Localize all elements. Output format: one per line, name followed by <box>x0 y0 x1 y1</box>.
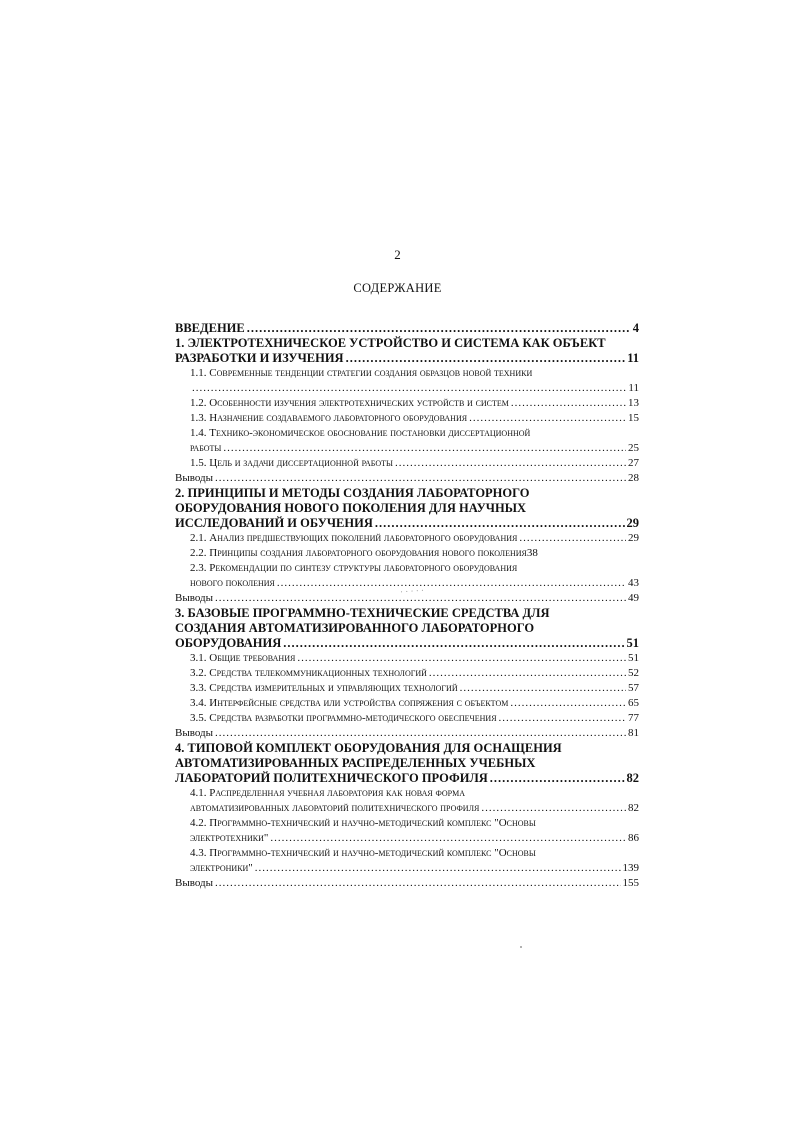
dot-leader <box>255 861 621 876</box>
toc-entry-title: 1.3. Назначение создаваемого лабораторного оборудования <box>190 412 468 424</box>
dot-leader <box>375 516 625 531</box>
toc-section-1-3[interactable] <box>190 411 639 426</box>
dot-leader <box>346 351 626 366</box>
toc-chapter-3[interactable] <box>175 606 639 651</box>
toc-section-3-1[interactable] <box>190 651 639 666</box>
dot-leader <box>395 456 626 471</box>
dot-leader <box>429 666 626 681</box>
toc-section-1-4[interactable] <box>190 426 639 456</box>
toc-section-3-4[interactable] <box>190 696 639 711</box>
scan-speck <box>520 946 522 948</box>
dot-leader <box>215 726 626 741</box>
toc-page-number: 11 <box>627 351 639 365</box>
toc-entry-title: Выводы <box>175 472 214 484</box>
toc-page-number: 51 <box>626 636 639 650</box>
dot-leader <box>469 411 626 426</box>
dot-leader <box>247 321 631 336</box>
toc-section-2-2[interactable] <box>190 546 639 561</box>
toc-entry-title-line: 2. ПРИНЦИПЫ И МЕТОДЫ СОЗДАНИЯ ЛАБОРАТОРНОГО <box>175 486 530 500</box>
toc-page-number: 65 <box>628 697 639 709</box>
toc-entry-title-line: 3. БАЗОВЫЕ ПРОГРАММНО-ТЕХНИЧЕСКИЕ СРЕДСТВА ДЛЯ <box>175 606 550 620</box>
page-number: 2 <box>394 247 401 262</box>
toc-section-4-2[interactable] <box>190 816 639 846</box>
toc-heading: СОДЕРЖАНИЕ <box>353 281 442 295</box>
toc-conclusions-3[interactable] <box>175 726 639 741</box>
toc-entry-title-line: 1. ЭЛЕКТРОТЕХНИЧЕСКОЕ УСТРОЙСТВО И СИСТЕМА КАК ОБЪЕКТ <box>175 336 606 350</box>
toc-page-number: 29 <box>626 516 639 530</box>
toc-entry-title-line: ОБОРУДОВАНИЯ <box>175 636 282 650</box>
dot-leader <box>277 576 626 591</box>
toc-entry-title-line: автоматизированных лабораторий политехнического профиля <box>190 802 480 814</box>
toc-entry-title: ВВЕДЕНИЕ <box>175 321 245 335</box>
toc-page-number: 139 <box>622 862 639 874</box>
toc-entry-title-line: 4.1. Распределенная учебная лаборатория как новая форма <box>190 787 466 799</box>
toc-entry-title-line: РАЗРАБОТКИ И ИЗУЧЕНИЯ <box>175 351 344 365</box>
toc-entry-title-line: АВТОМАТИЗИРОВАННЫХ РАСПРЕДЕЛЕННЫХ УЧЕБНЫХ <box>175 756 536 770</box>
toc-entry-title: 2.1. Анализ предшествующих поколений лабораторного оборудования <box>190 532 518 544</box>
toc-entry-title-line: ОБОРУДОВАНИЯ НОВОГО ПОКОЛЕНИЯ ДЛЯ НАУЧНЫХ <box>175 501 526 515</box>
toc-entry-title: Выводы <box>175 727 214 739</box>
table-of-contents <box>175 321 639 891</box>
toc-entry-introduction[interactable] <box>175 321 639 336</box>
dot-leader <box>297 651 626 666</box>
toc-section-3-3[interactable] <box>190 681 639 696</box>
toc-page-number: 4 <box>632 321 639 335</box>
dot-leader <box>270 831 626 846</box>
dot-leader <box>223 441 626 456</box>
toc-entry-title-line: 1.1. Современные тенденции стратегии создания образцов новой техники <box>190 367 533 379</box>
toc-entry-title-line: ЛАБОРАТОРИЙ ПОЛИТЕХНИЧЕСКОГО ПРОФИЛЯ <box>175 771 488 785</box>
toc-entry-title: 3.1. Общие требования <box>190 652 296 664</box>
toc-page-number: 86 <box>628 832 639 844</box>
toc-entry-title: Выводы <box>175 877 214 889</box>
toc-entry-title-line: 4. ТИПОВОЙ КОМПЛЕКТ ОБОРУДОВАНИЯ ДЛЯ ОСНАЩЕНИЯ <box>175 741 562 755</box>
toc-page-number: 81 <box>628 727 639 739</box>
toc-page-number: 82 <box>626 771 639 785</box>
toc-page-number: 43 <box>628 577 639 589</box>
toc-conclusions-4[interactable] <box>175 876 639 891</box>
toc-entry-title-line: электротехники" <box>190 832 269 844</box>
toc-section-3-2[interactable] <box>190 666 639 681</box>
dot-leader <box>510 696 626 711</box>
toc-page-number: 27 <box>628 457 639 469</box>
dot-leader <box>215 471 626 486</box>
toc-page-number: 82 <box>628 802 639 814</box>
dot-leader <box>490 771 625 786</box>
toc-entry-title-line: 4.3. Программно-технический и научно-методический комплекс "Основы <box>190 847 536 859</box>
toc-entry-title: 3.5. Средства разработки программно-методического обеспечения <box>190 712 497 724</box>
faint-stamp-mark: · · · · · <box>399 585 425 597</box>
toc-page-number: 51 <box>628 652 639 664</box>
toc-entry-title: 1.5. Цель и задачи диссертационной работы <box>190 457 393 469</box>
toc-entry-title: 2.2. Принципы создания лабораторного оборудования нового поколения <box>190 547 527 559</box>
toc-page-number: 11 <box>628 382 639 394</box>
dot-leader <box>215 876 620 891</box>
toc-section-1-1[interactable] <box>190 366 639 396</box>
toc-page-number: 38 <box>526 547 538 559</box>
toc-section-3-5[interactable] <box>190 711 639 726</box>
toc-page-number: 57 <box>628 682 639 694</box>
toc-entry-title-line: 4.2. Программно-технический и научно-методический комплекс "Основы <box>190 817 536 829</box>
dot-leader <box>460 681 626 696</box>
toc-entry-title-line: 2.3. Рекомендации по синтезу структуры лабораторного оборудования <box>190 562 518 574</box>
toc-entry-title: 3.2. Средства телекоммуникационных технологий <box>190 667 427 679</box>
toc-entry-title: Выводы <box>175 592 214 604</box>
toc-entry-title-line: ИССЛЕДОВАНИЙ И ОБУЧЕНИЯ <box>175 516 373 530</box>
toc-page-number: 29 <box>628 532 639 544</box>
toc-page-number: 52 <box>628 667 639 679</box>
toc-entry-title-line: работы <box>190 442 222 454</box>
toc-entry-title-line: электроники" <box>190 862 253 874</box>
toc-page-number: 13 <box>628 397 639 409</box>
toc-conclusions-1[interactable] <box>175 471 639 486</box>
toc-section-1-5[interactable] <box>190 456 639 471</box>
toc-chapter-4[interactable] <box>175 741 639 786</box>
toc-section-2-1[interactable] <box>190 531 639 546</box>
toc-entry-title-line: нового поколения <box>190 577 275 589</box>
toc-entry-title-line: СОЗДАНИЯ АВТОМАТИЗИРОВАННОГО ЛАБОРАТОРНОГО <box>175 621 535 635</box>
toc-entry-title: 3.4. Интерфейсные средства или устройства сопряжения с объектом <box>190 697 509 709</box>
toc-page-number: 77 <box>628 712 639 724</box>
toc-entry-title: 1.2. Особенности изучения электротехнических устройств и систем <box>190 397 509 409</box>
dot-leader <box>192 381 626 396</box>
toc-section-4-1[interactable] <box>190 786 639 816</box>
toc-page-number: 155 <box>622 877 639 889</box>
dot-leader <box>499 711 626 726</box>
toc-entry-title-line: 1.4. Технико-экономическое обоснование постановки диссертационной <box>190 427 531 439</box>
toc-section-1-2[interactable] <box>190 396 639 411</box>
dot-leader <box>481 801 626 816</box>
toc-page-number: 15 <box>628 412 639 424</box>
toc-entry-title: 3.3. Средства измерительных и управляющих технологий <box>190 682 458 694</box>
toc-section-4-3[interactable] <box>190 846 639 876</box>
toc-page-number: 28 <box>628 472 639 484</box>
toc-page-number: 49 <box>628 592 639 604</box>
dot-leader <box>511 396 626 411</box>
toc-chapter-2[interactable] <box>175 486 639 531</box>
toc-chapter-1[interactable] <box>175 336 639 366</box>
toc-page-number: 25 <box>628 442 639 454</box>
dot-leader <box>519 531 626 546</box>
dot-leader <box>283 636 624 651</box>
